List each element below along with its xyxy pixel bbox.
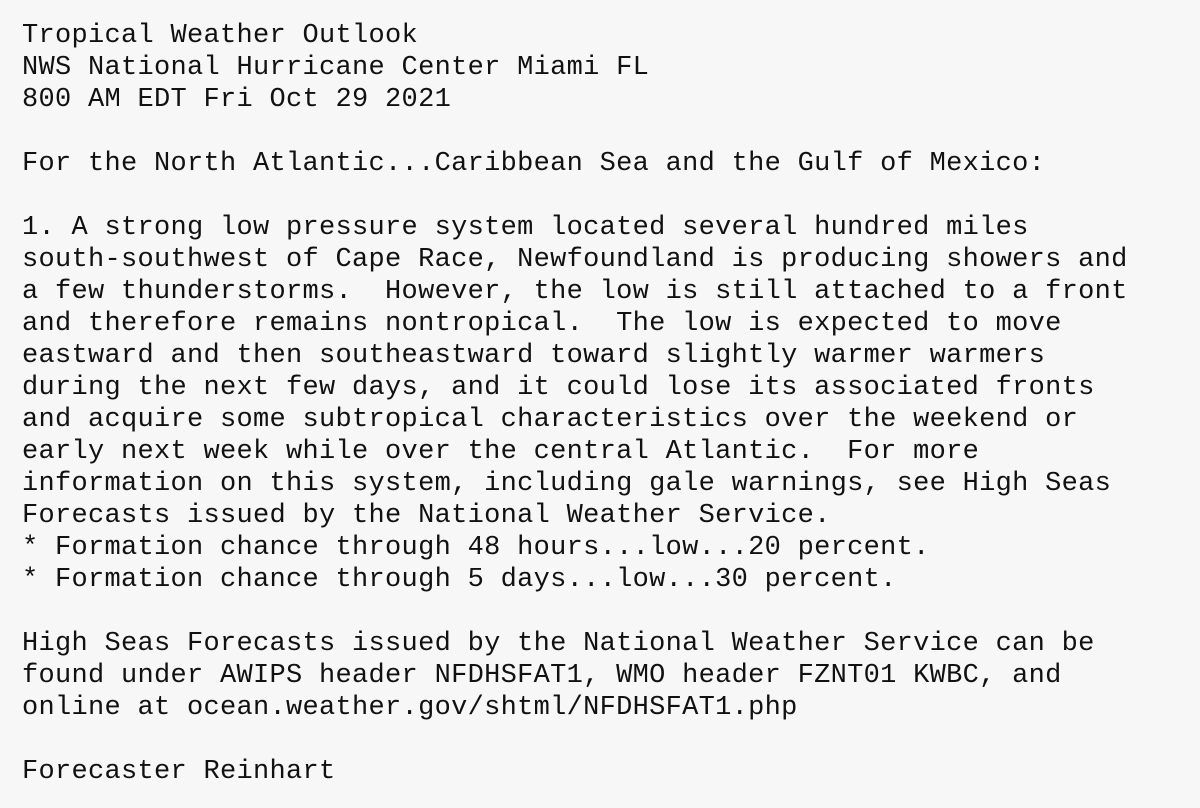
system-paragraph-line: south-southwest of Cape Race, Newfoundland is producing showers and: [22, 245, 1128, 275]
system-paragraph-line: 1. A strong low pressure system located several hundred miles: [22, 213, 1029, 243]
blank-line: [22, 116, 1200, 148]
system-paragraph-line: and acquire some subtropical characteristics over the weekend or: [22, 405, 1079, 435]
blank-line: [22, 180, 1200, 212]
system-paragraph-line: during the next few days, and it could lose its associated fronts: [22, 373, 1095, 403]
forecaster-signature-line: Forecaster Reinhart: [22, 757, 336, 787]
system-paragraph-line: eastward and then southeastward toward slightly warmer warmers: [22, 341, 1046, 371]
blank-line: [22, 724, 1200, 756]
issuing-office-line: NWS National Hurricane Center Miami FL: [22, 53, 650, 83]
document-title-line: Tropical Weather Outlook: [22, 21, 419, 51]
region-header-line: For the North Atlantic...Caribbean Sea and the Gulf of Mexico:: [22, 149, 1046, 179]
high-seas-info-line: found under AWIPS header NFDHSFAT1, WMO header FZNT01 KWBC, and: [22, 661, 1062, 691]
high-seas-info-line: High Seas Forecasts issued by the National Weather Service can be: [22, 629, 1095, 659]
system-paragraph-line: and therefore remains nontropical. The low is expected to move: [22, 309, 1062, 339]
system-paragraph-line: information on this system, including gale warnings, see High Seas: [22, 469, 1112, 499]
system-paragraph-line: Forecasts issued by the National Weather Service.: [22, 501, 831, 531]
formation-chance-5day-line: * Formation chance through 5 days...low...30 percent.: [22, 565, 897, 595]
system-paragraph-line: early next week while over the central Atlantic. For more: [22, 437, 980, 467]
issuance-time-line: 800 AM EDT Fri Oct 29 2021: [22, 85, 452, 115]
blank-line: [22, 596, 1200, 628]
system-paragraph-line: a few thunderstorms. However, the low is still attached to a front: [22, 277, 1128, 307]
formation-chance-48h-line: * Formation chance through 48 hours...low...20 percent.: [22, 533, 930, 563]
high-seas-url-line: online at ocean.weather.gov/shtml/NFDHSFAT1.php: [22, 693, 798, 723]
